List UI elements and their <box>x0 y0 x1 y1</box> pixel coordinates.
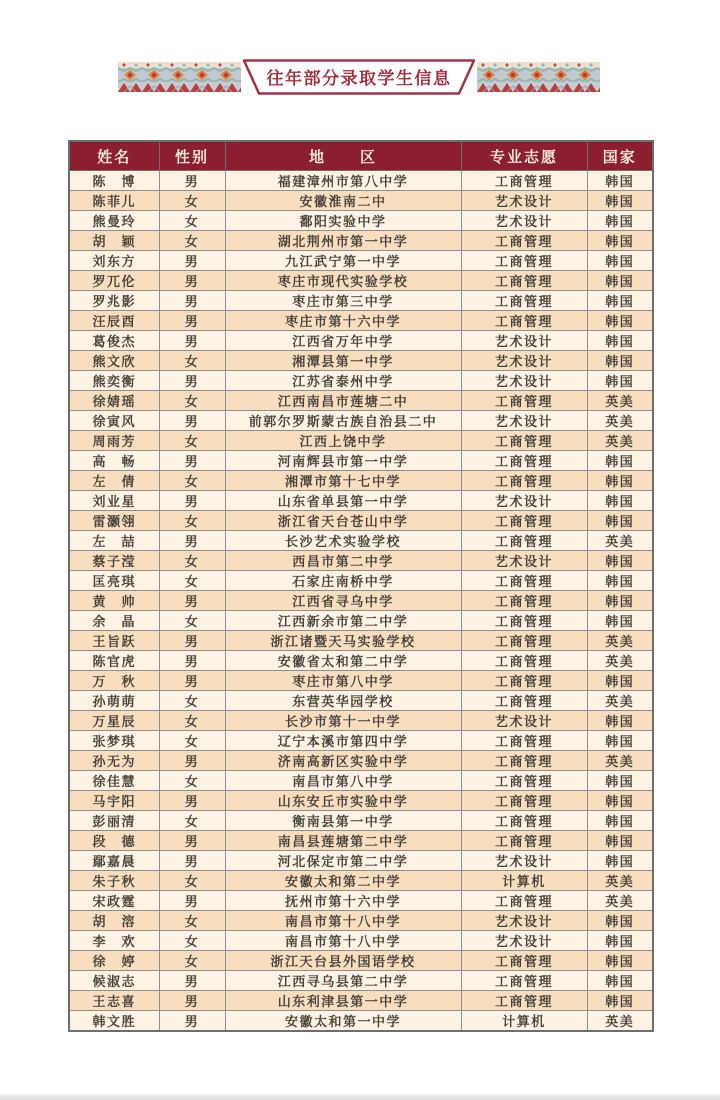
cell-major: 工商管理 <box>461 451 587 471</box>
cell-major: 工商管理 <box>461 771 587 791</box>
cell-major: 工商管理 <box>461 171 587 191</box>
cell-gender: 男 <box>159 991 225 1011</box>
page-bottom-edge <box>0 1094 720 1100</box>
cell-major: 艺术设计 <box>461 411 587 431</box>
cell-region: 河南辉县市第一中学 <box>225 451 461 471</box>
cell-gender: 男 <box>159 171 225 191</box>
table-row <box>69 351 653 371</box>
cell-major: 工商管理 <box>461 631 587 651</box>
cell-region: 南昌市第十八中学 <box>225 911 461 931</box>
cell-name: 刘业星 <box>69 491 159 511</box>
cell-gender: 女 <box>159 611 225 631</box>
table-row <box>69 611 653 631</box>
table-row <box>69 631 653 651</box>
cell-region: 南昌市第十八中学 <box>225 931 461 951</box>
cell-country: 英美 <box>587 631 653 651</box>
cell-major: 计算机 <box>461 1011 587 1032</box>
cell-gender: 女 <box>159 811 225 831</box>
cell-country: 韩国 <box>587 671 653 691</box>
cell-major: 工商管理 <box>461 991 587 1011</box>
cell-region: 鄱阳实验中学 <box>225 211 461 231</box>
table-row <box>69 851 653 871</box>
cell-name: 徐 婷 <box>69 951 159 971</box>
cell-gender: 男 <box>159 411 225 431</box>
students-table <box>68 140 654 1032</box>
cell-gender: 女 <box>159 931 225 951</box>
cell-region: 前郭尔罗斯蒙古族自治县二中 <box>225 411 461 431</box>
cell-region: 安徽淮南二中 <box>225 191 461 211</box>
cell-gender: 女 <box>159 471 225 491</box>
cell-name: 孙萌萌 <box>69 691 159 711</box>
cell-country: 韩国 <box>587 731 653 751</box>
cell-region: 枣庄市第八中学 <box>225 671 461 691</box>
title-banner <box>237 58 481 96</box>
cell-region: 衡南县第一中学 <box>225 811 461 831</box>
cell-region: 南昌市第八中学 <box>225 771 461 791</box>
cell-country: 英美 <box>587 651 653 671</box>
table-row <box>69 791 653 811</box>
cell-gender: 女 <box>159 351 225 371</box>
cell-major: 工商管理 <box>461 291 587 311</box>
cell-name: 左 喆 <box>69 531 159 551</box>
table-row <box>69 711 653 731</box>
cell-major: 工商管理 <box>461 891 587 911</box>
cell-region: 浙江天台县外国语学校 <box>225 951 461 971</box>
cell-region: 江西寻乌县第二中学 <box>225 971 461 991</box>
cell-region: 浙江省天台苍山中学 <box>225 511 461 531</box>
cell-country: 韩国 <box>587 331 653 351</box>
cell-name: 李 欢 <box>69 931 159 951</box>
table-row <box>69 271 653 291</box>
cell-region: 安徽太和第一中学 <box>225 1011 461 1032</box>
cell-name: 徐婧瑶 <box>69 391 159 411</box>
cell-major: 工商管理 <box>461 531 587 551</box>
cell-gender: 女 <box>159 511 225 531</box>
table-row <box>69 291 653 311</box>
table-row <box>69 411 653 431</box>
cell-region: 安徽省太和第二中学 <box>225 651 461 671</box>
cell-region: 江西省寻乌中学 <box>225 591 461 611</box>
table-row <box>69 451 653 471</box>
cell-country: 英美 <box>587 691 653 711</box>
cell-name: 徐佳慧 <box>69 771 159 791</box>
table-row <box>69 931 653 951</box>
cell-major: 工商管理 <box>461 671 587 691</box>
cell-major: 艺术设计 <box>461 371 587 391</box>
table-row <box>69 331 653 351</box>
cell-gender: 男 <box>159 591 225 611</box>
cell-region: 江西新余市第二中学 <box>225 611 461 631</box>
cell-country: 英美 <box>587 411 653 431</box>
cell-region: 江西南昌市莲塘二中 <box>225 391 461 411</box>
cell-country: 韩国 <box>587 371 653 391</box>
cell-region: 安徽太和第二中学 <box>225 871 461 891</box>
cell-country: 韩国 <box>587 251 653 271</box>
cell-country: 韩国 <box>587 911 653 931</box>
cell-country: 韩国 <box>587 611 653 631</box>
cell-name: 万 秋 <box>69 671 159 691</box>
table-row <box>69 491 653 511</box>
cell-country: 韩国 <box>587 551 653 571</box>
cell-region: 山东安丘市实验中学 <box>225 791 461 811</box>
cell-name: 熊文欣 <box>69 351 159 371</box>
cell-name: 候淑志 <box>69 971 159 991</box>
cell-gender: 女 <box>159 691 225 711</box>
cell-country: 英美 <box>587 891 653 911</box>
cell-gender: 男 <box>159 291 225 311</box>
cell-gender: 女 <box>159 951 225 971</box>
cell-gender: 男 <box>159 751 225 771</box>
table-row <box>69 311 653 331</box>
cell-gender: 男 <box>159 1011 225 1032</box>
cell-major: 工商管理 <box>461 591 587 611</box>
cell-region: 九江武宁第一中学 <box>225 251 461 271</box>
cell-country: 英美 <box>587 531 653 551</box>
table-row <box>69 891 653 911</box>
cell-name: 熊曼玲 <box>69 211 159 231</box>
cell-major: 工商管理 <box>461 791 587 811</box>
cell-name: 高 畅 <box>69 451 159 471</box>
cell-gender: 男 <box>159 791 225 811</box>
table-row <box>69 771 653 791</box>
cell-name: 韩文胜 <box>69 1011 159 1032</box>
cell-region: 西昌市第二中学 <box>225 551 461 571</box>
column-header: 地 区 <box>225 141 461 171</box>
cell-name: 王志喜 <box>69 991 159 1011</box>
cell-major: 工商管理 <box>461 311 587 331</box>
cell-name: 陈官虎 <box>69 651 159 671</box>
cell-country: 韩国 <box>587 311 653 331</box>
cell-major: 艺术设计 <box>461 851 587 871</box>
cell-country: 韩国 <box>587 771 653 791</box>
cell-region: 济南高新区实验中学 <box>225 751 461 771</box>
table-row <box>69 811 653 831</box>
ethnic-pattern-strip-right <box>477 62 600 92</box>
table-row <box>69 471 653 491</box>
cell-name: 徐寅风 <box>69 411 159 431</box>
cell-country: 韩国 <box>587 231 653 251</box>
table-row <box>69 231 653 251</box>
cell-region: 枣庄市现代实验学校 <box>225 271 461 291</box>
cell-gender: 女 <box>159 391 225 411</box>
cell-region: 江苏省泰州中学 <box>225 371 461 391</box>
cell-country: 韩国 <box>587 931 653 951</box>
cell-major: 工商管理 <box>461 811 587 831</box>
cell-major: 工商管理 <box>461 691 587 711</box>
cell-country: 韩国 <box>587 471 653 491</box>
header-band <box>118 58 600 96</box>
cell-country: 英美 <box>587 1011 653 1032</box>
table-row <box>69 571 653 591</box>
cell-gender: 女 <box>159 911 225 931</box>
cell-region: 河北保定市第二中学 <box>225 851 461 871</box>
cell-region: 山东省单县第一中学 <box>225 491 461 511</box>
cell-country: 韩国 <box>587 511 653 531</box>
cell-region: 湘潭县第一中学 <box>225 351 461 371</box>
cell-name: 陈菲儿 <box>69 191 159 211</box>
cell-region: 江西省万年中学 <box>225 331 461 351</box>
cell-country: 韩国 <box>587 951 653 971</box>
cell-region: 辽宁本溪市第四中学 <box>225 731 461 751</box>
column-header: 国家 <box>587 141 653 171</box>
cell-region: 湖北荆州市第一中学 <box>225 231 461 251</box>
cell-major: 工商管理 <box>461 731 587 751</box>
cell-country: 英美 <box>587 391 653 411</box>
cell-major: 工商管理 <box>461 651 587 671</box>
cell-country: 韩国 <box>587 491 653 511</box>
cell-name: 熊奕衡 <box>69 371 159 391</box>
cell-region: 长沙艺术实验学校 <box>225 531 461 551</box>
students-table-body <box>69 171 653 1032</box>
cell-major: 工商管理 <box>461 571 587 591</box>
cell-region: 枣庄市第三中学 <box>225 291 461 311</box>
cell-gender: 女 <box>159 551 225 571</box>
cell-country: 韩国 <box>587 191 653 211</box>
table-row <box>69 191 653 211</box>
table-row <box>69 751 653 771</box>
table-row <box>69 951 653 971</box>
cell-gender: 男 <box>159 971 225 991</box>
cell-country: 韩国 <box>587 171 653 191</box>
cell-country: 韩国 <box>587 811 653 831</box>
table-row <box>69 511 653 531</box>
column-header: 性别 <box>159 141 225 171</box>
table-row <box>69 391 653 411</box>
cell-major: 艺术设计 <box>461 931 587 951</box>
cell-gender: 女 <box>159 191 225 211</box>
cell-name: 雷灏翎 <box>69 511 159 531</box>
cell-name: 刘东方 <box>69 251 159 271</box>
table-row <box>69 871 653 891</box>
cell-major: 艺术设计 <box>461 551 587 571</box>
cell-region: 浙江诸暨天马实验学校 <box>225 631 461 651</box>
cell-gender: 男 <box>159 371 225 391</box>
cell-gender: 女 <box>159 731 225 751</box>
cell-name: 彭丽清 <box>69 811 159 831</box>
cell-major: 工商管理 <box>461 251 587 271</box>
cell-gender: 女 <box>159 231 225 251</box>
page-title: 往年部分录取学生信息 <box>266 68 452 88</box>
table-row <box>69 211 653 231</box>
table-row <box>69 251 653 271</box>
cell-name: 匡亮琪 <box>69 571 159 591</box>
cell-gender: 女 <box>159 431 225 451</box>
cell-major: 工商管理 <box>461 831 587 851</box>
cell-country: 韩国 <box>587 351 653 371</box>
cell-region: 江西上饶中学 <box>225 431 461 451</box>
cell-country: 韩国 <box>587 211 653 231</box>
cell-major: 工商管理 <box>461 471 587 491</box>
cell-major: 工商管理 <box>461 231 587 251</box>
table-row <box>69 671 653 691</box>
cell-name: 朱子秋 <box>69 871 159 891</box>
cell-region: 长沙市第十一中学 <box>225 711 461 731</box>
cell-major: 工商管理 <box>461 511 587 531</box>
cell-gender: 男 <box>159 311 225 331</box>
table-row <box>69 171 653 191</box>
cell-major: 工商管理 <box>461 751 587 771</box>
cell-name: 蔡子滢 <box>69 551 159 571</box>
cell-gender: 女 <box>159 771 225 791</box>
cell-region: 南昌县莲塘第二中学 <box>225 831 461 851</box>
table-row <box>69 651 653 671</box>
cell-major: 艺术设计 <box>461 711 587 731</box>
cell-gender: 男 <box>159 831 225 851</box>
cell-gender: 男 <box>159 331 225 351</box>
cell-name: 葛俊杰 <box>69 331 159 351</box>
cell-region: 抚州市第十六中学 <box>225 891 461 911</box>
cell-gender: 男 <box>159 251 225 271</box>
cell-gender: 男 <box>159 491 225 511</box>
table-header-row <box>69 141 653 171</box>
cell-major: 艺术设计 <box>461 911 587 931</box>
cell-name: 胡 溶 <box>69 911 159 931</box>
cell-name: 王旨跃 <box>69 631 159 651</box>
cell-region: 枣庄市第十六中学 <box>225 311 461 331</box>
cell-major: 艺术设计 <box>461 491 587 511</box>
table-row <box>69 731 653 751</box>
cell-major: 艺术设计 <box>461 191 587 211</box>
column-header: 姓名 <box>69 141 159 171</box>
cell-gender: 男 <box>159 451 225 471</box>
table-row <box>69 551 653 571</box>
cell-region: 湘潭市第十七中学 <box>225 471 461 491</box>
cell-region: 福建漳州市第八中学 <box>225 171 461 191</box>
cell-name: 孙无为 <box>69 751 159 771</box>
table-row <box>69 691 653 711</box>
cell-name: 黄 帅 <box>69 591 159 611</box>
cell-name: 左 倩 <box>69 471 159 491</box>
cell-name: 余 晶 <box>69 611 159 631</box>
cell-major: 工商管理 <box>461 971 587 991</box>
cell-country: 韩国 <box>587 851 653 871</box>
cell-country: 韩国 <box>587 291 653 311</box>
ethnic-pattern-strip-left <box>118 62 241 92</box>
table-row <box>69 911 653 931</box>
cell-major: 艺术设计 <box>461 351 587 371</box>
cell-country: 韩国 <box>587 271 653 291</box>
table-row <box>69 831 653 851</box>
table-row <box>69 1011 653 1032</box>
cell-country: 韩国 <box>587 571 653 591</box>
cell-country: 韩国 <box>587 991 653 1011</box>
cell-country: 英美 <box>587 751 653 771</box>
cell-country: 英美 <box>587 431 653 451</box>
cell-name: 周雨芳 <box>69 431 159 451</box>
cell-name: 宋政霆 <box>69 891 159 911</box>
cell-gender: 男 <box>159 671 225 691</box>
cell-name: 马宇阳 <box>69 791 159 811</box>
cell-region: 石家庄南桥中学 <box>225 571 461 591</box>
cell-gender: 女 <box>159 711 225 731</box>
table-row <box>69 371 653 391</box>
cell-country: 韩国 <box>587 791 653 811</box>
cell-country: 韩国 <box>587 831 653 851</box>
cell-country: 韩国 <box>587 591 653 611</box>
cell-major: 艺术设计 <box>461 211 587 231</box>
cell-country: 韩国 <box>587 451 653 471</box>
cell-name: 胡 颖 <box>69 231 159 251</box>
cell-gender: 男 <box>159 851 225 871</box>
cell-major: 工商管理 <box>461 271 587 291</box>
cell-name: 罗兀伦 <box>69 271 159 291</box>
cell-name: 陈 博 <box>69 171 159 191</box>
cell-country: 英美 <box>587 871 653 891</box>
table-row <box>69 971 653 991</box>
table-row <box>69 531 653 551</box>
cell-country: 韩国 <box>587 711 653 731</box>
cell-gender: 男 <box>159 271 225 291</box>
cell-gender: 女 <box>159 211 225 231</box>
cell-major: 艺术设计 <box>461 331 587 351</box>
cell-country: 韩国 <box>587 971 653 991</box>
cell-gender: 男 <box>159 891 225 911</box>
cell-gender: 男 <box>159 631 225 651</box>
cell-gender: 女 <box>159 571 225 591</box>
cell-gender: 女 <box>159 871 225 891</box>
cell-major: 工商管理 <box>461 431 587 451</box>
cell-name: 罗兆影 <box>69 291 159 311</box>
cell-name: 汪辰酉 <box>69 311 159 331</box>
cell-name: 鄢嘉晨 <box>69 851 159 871</box>
table-row <box>69 991 653 1011</box>
column-header: 专业志愿 <box>461 141 587 171</box>
cell-name: 张梦琪 <box>69 731 159 751</box>
cell-major: 工商管理 <box>461 951 587 971</box>
cell-gender: 男 <box>159 531 225 551</box>
table-row <box>69 431 653 451</box>
cell-name: 万星辰 <box>69 711 159 731</box>
cell-name: 段 德 <box>69 831 159 851</box>
cell-major: 工商管理 <box>461 391 587 411</box>
cell-region: 山东利津县第一中学 <box>225 991 461 1011</box>
cell-major: 计算机 <box>461 871 587 891</box>
cell-major: 工商管理 <box>461 611 587 631</box>
cell-region: 东营英华园学校 <box>225 691 461 711</box>
cell-gender: 男 <box>159 651 225 671</box>
table-row <box>69 591 653 611</box>
